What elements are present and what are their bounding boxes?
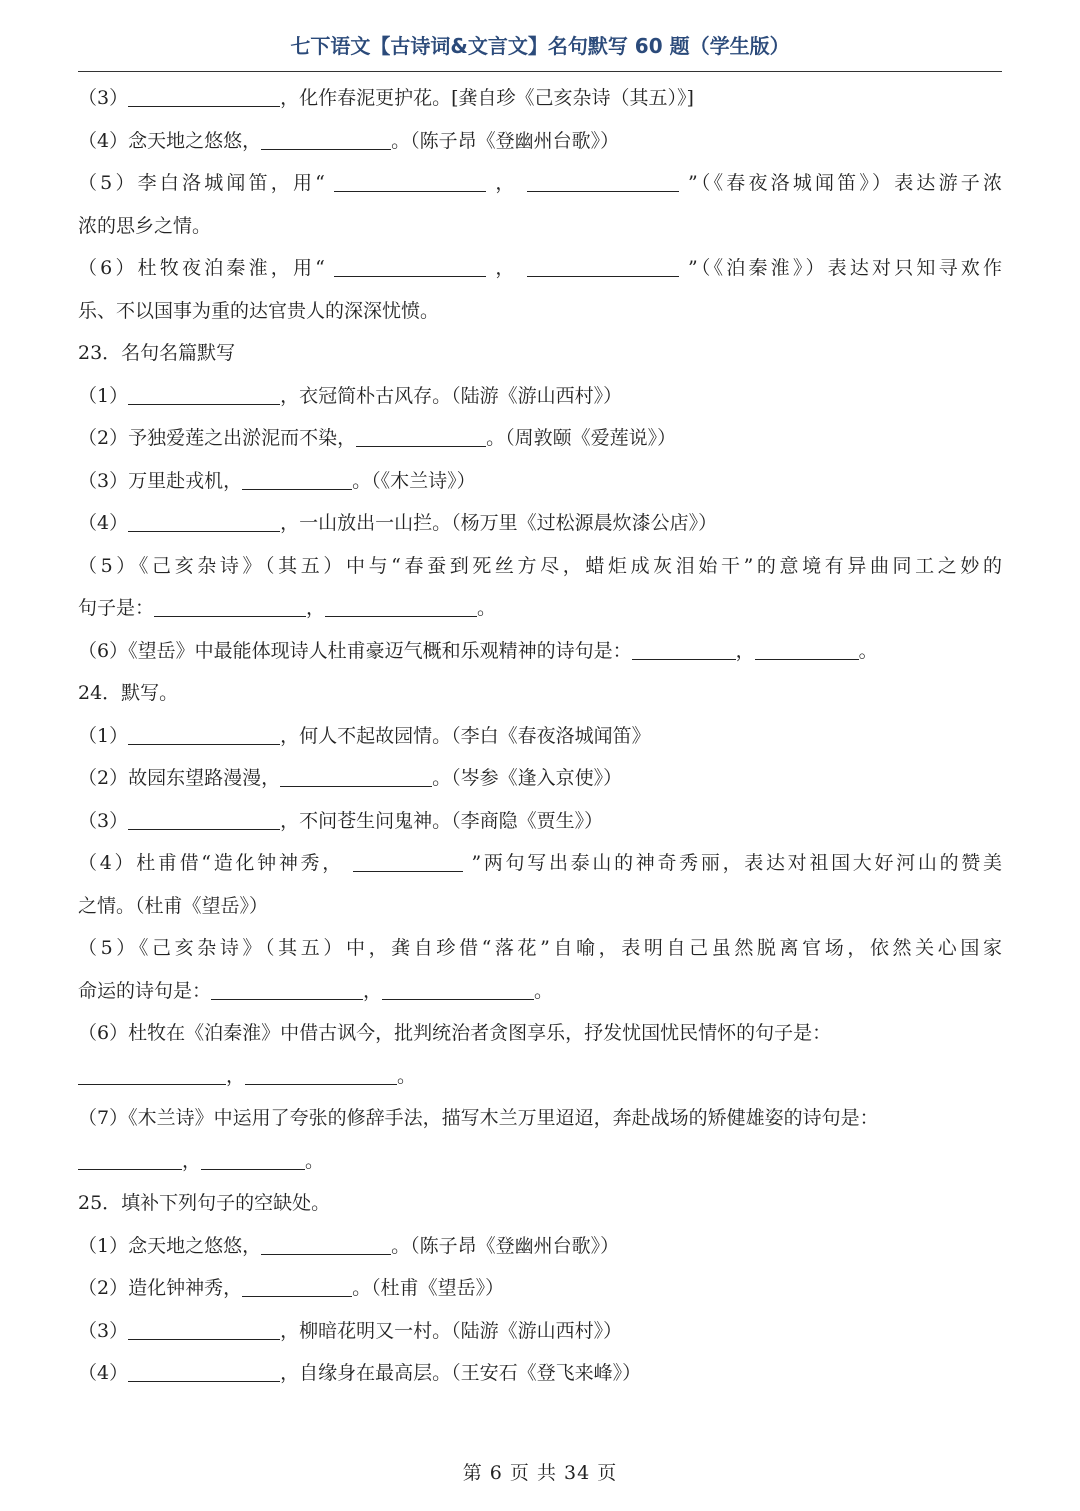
answer-blank[interactable] — [128, 1359, 280, 1382]
answer-blank[interactable] — [128, 722, 280, 745]
section-heading: 23．名句名篇默写 — [78, 342, 236, 364]
question-line: 浓的思乡之情。 — [78, 214, 212, 237]
question-line: （5）《己亥杂诗》（其五）中，龚自珍借“落花”自喻，表明自己虽然脱离官场，依然关心国家 — [78, 937, 1002, 959]
question-line: （6）《望岳》中最能体现诗人杜甫豪迈气概和乐观精神的诗句是： ， 。 — [78, 630, 1002, 673]
question-line: ， 。 — [78, 1055, 1002, 1098]
answer-blank[interactable] — [128, 84, 280, 107]
answer-blank[interactable] — [334, 169, 486, 192]
answer-blank[interactable] — [211, 977, 363, 1000]
document-header-title: 七下语文【古诗词&文言文】名句默写 60 题（学生版） — [290, 34, 790, 58]
answer-blank[interactable] — [201, 1147, 305, 1170]
question-line: （7）《木兰诗》中运用了夸张的修辞手法，描写木兰万里迢迢，奔赴战场的矫健雄姿的诗句是： — [78, 1107, 879, 1129]
question-line: 句子是： ， 。 — [78, 587, 1002, 630]
answer-blank[interactable] — [325, 594, 477, 617]
answer-blank[interactable] — [382, 977, 534, 1000]
answer-blank[interactable] — [755, 637, 859, 660]
answer-blank[interactable] — [154, 594, 306, 617]
answer-blank[interactable] — [261, 1232, 391, 1255]
question-line: 乐、不以国事为重的达官贵人的深深忧愤。 — [78, 299, 440, 322]
section-heading: 25．填补下列句子的空缺处。 — [78, 1192, 331, 1214]
question-line: （2）故园东望路漫漫， 。（岑参《逢入京使》） — [78, 757, 1002, 800]
answer-blank[interactable] — [128, 807, 280, 830]
answer-blank[interactable] — [78, 1062, 226, 1085]
question-line: 命运的诗句是： ， 。 — [78, 970, 1002, 1013]
question-line: （2）造化钟神秀， 。（杜甫《望岳》） — [78, 1267, 1002, 1310]
question-line: （3） ，柳暗花明又一村。（陆游《游山西村》） — [78, 1310, 1002, 1353]
question-line: （3）万里赴戎机， 。（《木兰诗》） — [78, 460, 1002, 503]
answer-blank[interactable] — [242, 1274, 352, 1297]
question-line: （4） ，自缘身在最高层。（王安石《登飞来峰》） — [78, 1352, 1002, 1395]
answer-blank[interactable] — [128, 509, 280, 532]
question-line: （1）念天地之悠悠， 。（陈子昂《登幽州台歌》） — [78, 1225, 1002, 1268]
section-heading: 24．默写。 — [78, 682, 179, 704]
answer-blank[interactable] — [356, 424, 486, 447]
page-number: 第 6 页 共 34 页 — [462, 1462, 618, 1484]
question-line: （1） ，衣冠简朴古风存。（陆游《游山西村》） — [78, 375, 1002, 418]
answer-blank[interactable] — [78, 1147, 182, 1170]
answer-blank[interactable] — [334, 254, 486, 277]
answer-blank[interactable] — [353, 849, 463, 872]
question-list — [78, 77, 1002, 1395]
answer-blank[interactable] — [261, 127, 391, 150]
question-line: 之情。（杜甫《望岳》） — [78, 894, 269, 917]
answer-blank[interactable] — [632, 637, 736, 660]
question-line: （5）李白洛城闻笛，用“ ， ”（《春夜洛城闻笛》）表达游子浓 — [78, 162, 1002, 205]
header-divider — [78, 71, 1002, 72]
question-line: （4）念天地之悠悠， 。（陈子昂《登幽州台歌》） — [78, 120, 1002, 163]
answer-blank[interactable] — [242, 467, 352, 490]
question-line: （2）予独爱莲之出淤泥而不染， 。（周敦颐《爱莲说》） — [78, 417, 1002, 460]
answer-blank[interactable] — [245, 1062, 397, 1085]
answer-blank[interactable] — [527, 254, 679, 277]
question-line: （4）杜甫借“造化钟神秀， ”两句写出泰山的神奇秀丽，表达对祖国大好河山的赞美 — [78, 842, 1002, 885]
question-line: （1） ，何人不起故园情。（李白《春夜洛城闻笛》 — [78, 715, 1002, 758]
answer-blank[interactable] — [128, 1317, 280, 1340]
question-line: （3） ，不问苍生问鬼神。（李商隐《贾生》） — [78, 800, 1002, 843]
question-line: （3） ，化作春泥更护花。[龚自珍《己亥杂诗（其五）》] — [78, 77, 1002, 120]
question-line: ， 。 — [78, 1140, 1002, 1183]
question-line: （6）杜牧在《泊秦淮》中借古讽今，批判统治者贪图享乐，抒发忧国忧民情怀的句子是： — [78, 1022, 832, 1044]
answer-blank[interactable] — [280, 764, 432, 787]
question-line: （5）《己亥杂诗》（其五）中与“春蚕到死丝方尽，蜡炬成灰泪始干”的意境有异曲同工之妙的 — [78, 554, 1002, 577]
answer-blank[interactable] — [527, 169, 679, 192]
answer-blank[interactable] — [128, 382, 280, 405]
question-line: （4） ，一山放出一山拦。（杨万里《过松源晨炊漆公店》） — [78, 502, 1002, 545]
question-line: （6）杜牧夜泊秦淮，用“ ， ”（《泊秦淮》）表达对只知寻欢作 — [78, 247, 1002, 290]
